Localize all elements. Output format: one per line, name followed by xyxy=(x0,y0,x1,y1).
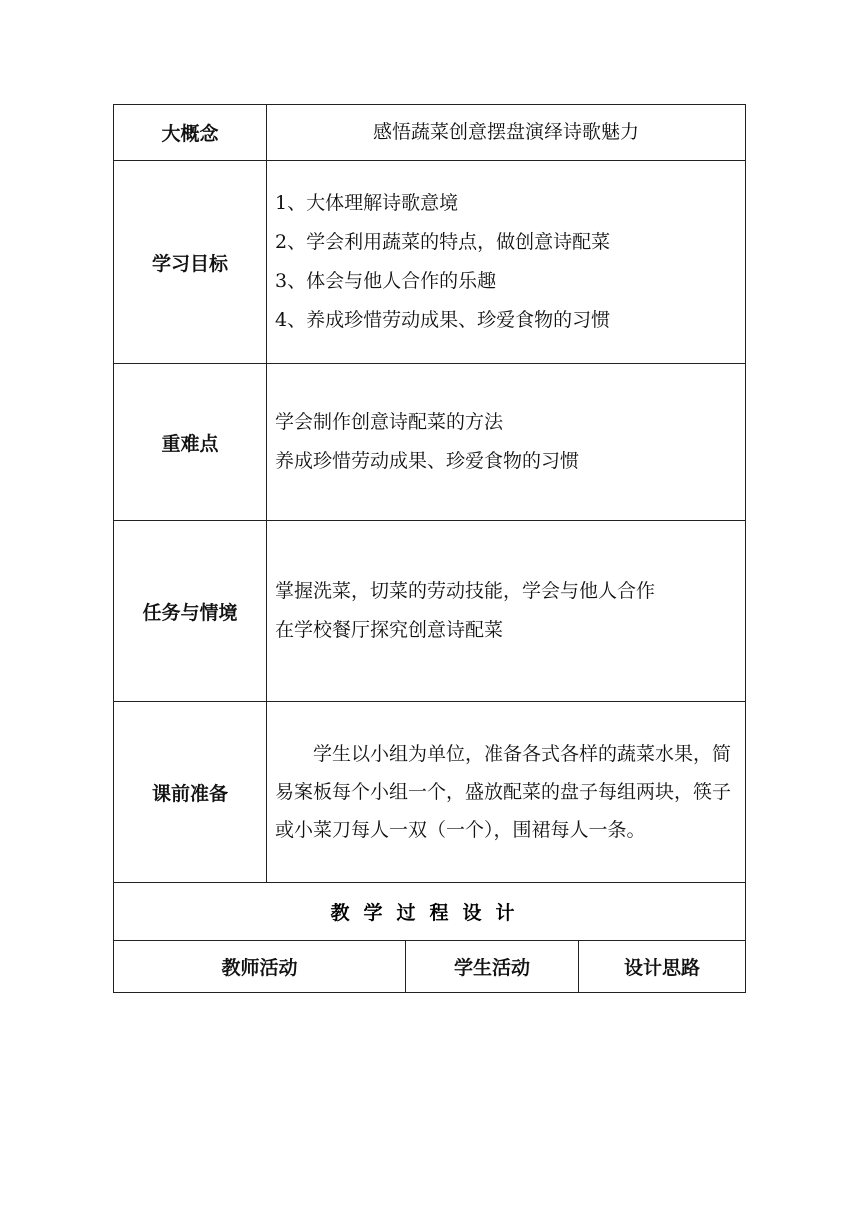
student-activity-header: 学生活动 xyxy=(406,941,579,992)
process-columns-row xyxy=(114,941,745,993)
goal-item: 1、大体理解诗歌意境 xyxy=(275,192,459,214)
task-item: 在学校餐厅探究创意诗配菜 xyxy=(275,619,504,641)
task-label: 任务与情境 xyxy=(114,521,267,701)
task-item: 掌握洗菜，切菜的劳动技能，学会与他人合作 xyxy=(275,580,656,602)
key-point-item: 养成珍惜劳动成果、珍爱食物的习惯 xyxy=(275,450,580,472)
task-list xyxy=(267,521,745,701)
goal-item: 4、养成珍惜劳动成果、珍爱食物的习惯 xyxy=(275,309,611,331)
process-title-row xyxy=(114,883,745,941)
goal-item: 2、学会利用蔬菜的特点，做创意诗配菜 xyxy=(275,231,611,253)
task-row xyxy=(114,521,745,702)
goals-label: 学习目标 xyxy=(114,161,267,363)
process-title: 教学过程设计 xyxy=(330,902,529,924)
key-points-label: 重难点 xyxy=(114,364,267,520)
prep-cell xyxy=(267,702,745,882)
key-points-list xyxy=(267,364,745,520)
prep-label: 课前准备 xyxy=(114,702,267,882)
lesson-plan-table xyxy=(113,104,746,993)
goal-item: 3、体会与他人合作的乐趣 xyxy=(275,270,497,292)
key-point-item: 学会制作创意诗配菜的方法 xyxy=(275,411,504,433)
goals-list xyxy=(267,161,745,363)
prep-row xyxy=(114,702,745,883)
prep-text: 学生以小组为单位，准备各式各样的蔬菜水果，简易案板每个小组一个，盛放配菜的盘子每组两块，筷子或小菜刀每人一双（一个），围裙每人一条。 xyxy=(275,743,732,841)
concept-label: 大概念 xyxy=(114,105,267,160)
design-idea-header: 设计思路 xyxy=(623,957,700,979)
concept-row xyxy=(114,105,745,161)
concept-text: 感悟蔬菜创意摆盘演绎诗歌魅力 xyxy=(372,121,639,143)
teacher-activity-header: 教师活动 xyxy=(114,941,406,992)
goals-row xyxy=(114,161,745,364)
key-points-row xyxy=(114,364,745,521)
